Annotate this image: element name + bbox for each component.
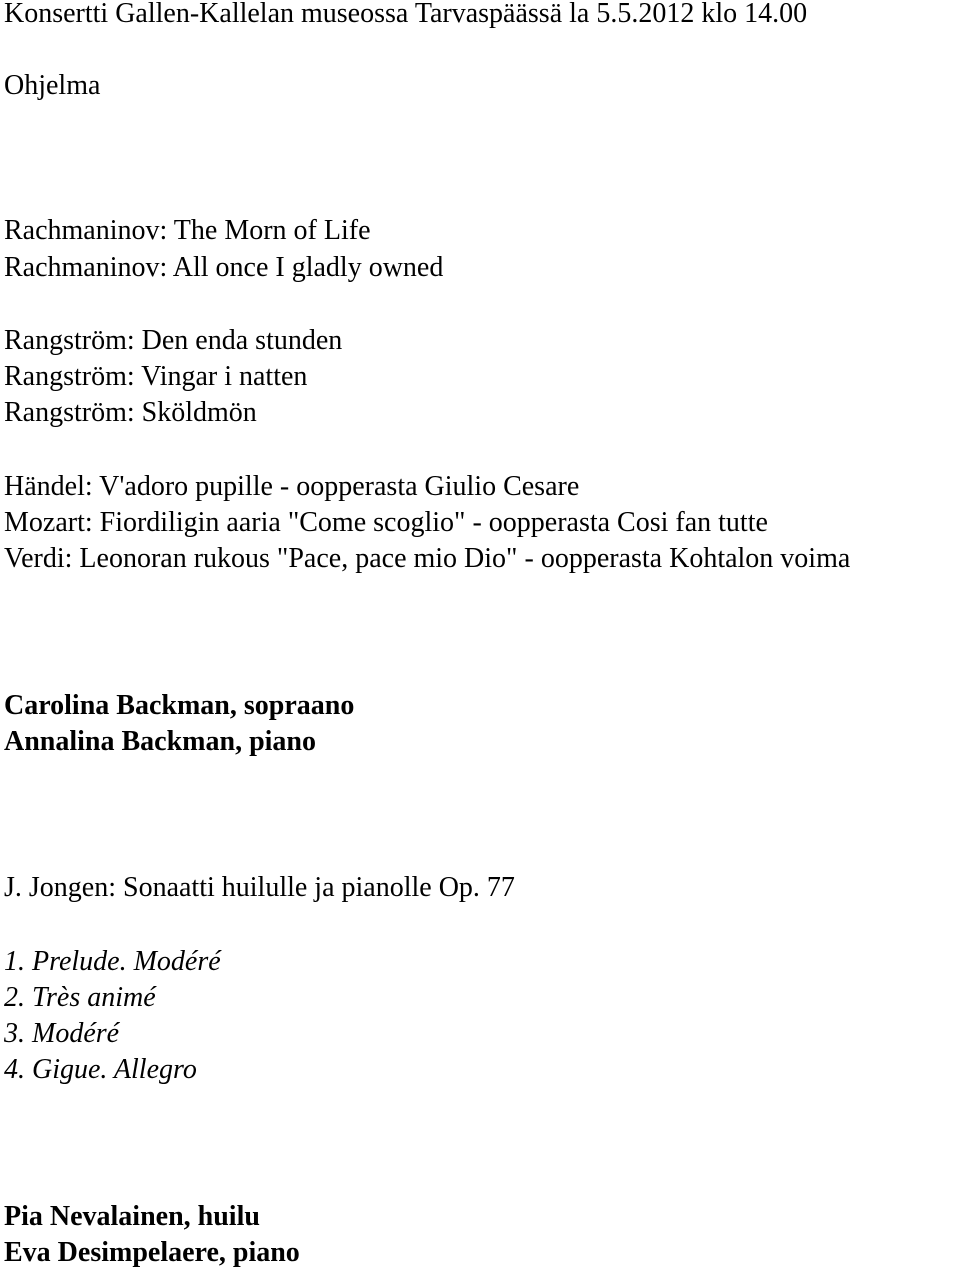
program-item: Rangström: Den enda stunden [4,325,343,356]
performer: Pia Nevalainen, huilu [4,1201,260,1232]
movement-item: 4. Gigue. Allegro [4,1054,197,1085]
performer: Annalina Backman, piano [4,726,316,757]
program-item: Rangström: Vingar i natten [4,361,308,392]
program-item: Rangström: Sköldmön [4,397,257,428]
movement-item: 2. Très animé [4,982,156,1013]
program-item: Verdi: Leonoran rukous "Pace, pace mio Dio" - oopperasta Kohtalon voima [4,543,851,574]
concert-header: Konsertti Gallen-Kallelan museossa Tarvaspäässä la 5.5.2012 klo 14.00 [4,0,808,29]
program-item: Händel: V'adoro pupille - oopperasta Giulio Cesare [4,471,580,502]
program-item: Mozart: Fiordiligin aaria "Come scoglio" - oopperasta Cosi fan tutte [4,507,768,538]
movement-item: 1. Prelude. Modéré [4,946,221,977]
work-title: J. Jongen: Sonaatti huilulle ja pianolle Op. 77 [4,872,515,903]
program-item: Rachmaninov: The Morn of Life [4,215,371,246]
performer: Carolina Backman, sopraano [4,690,355,721]
movement-item: 3. Modéré [4,1018,120,1049]
performer: Eva Desimpelaere, piano [4,1237,300,1268]
program-heading: Ohjelma [4,70,101,101]
program-item: Rachmaninov: All once I gladly owned [4,252,444,283]
